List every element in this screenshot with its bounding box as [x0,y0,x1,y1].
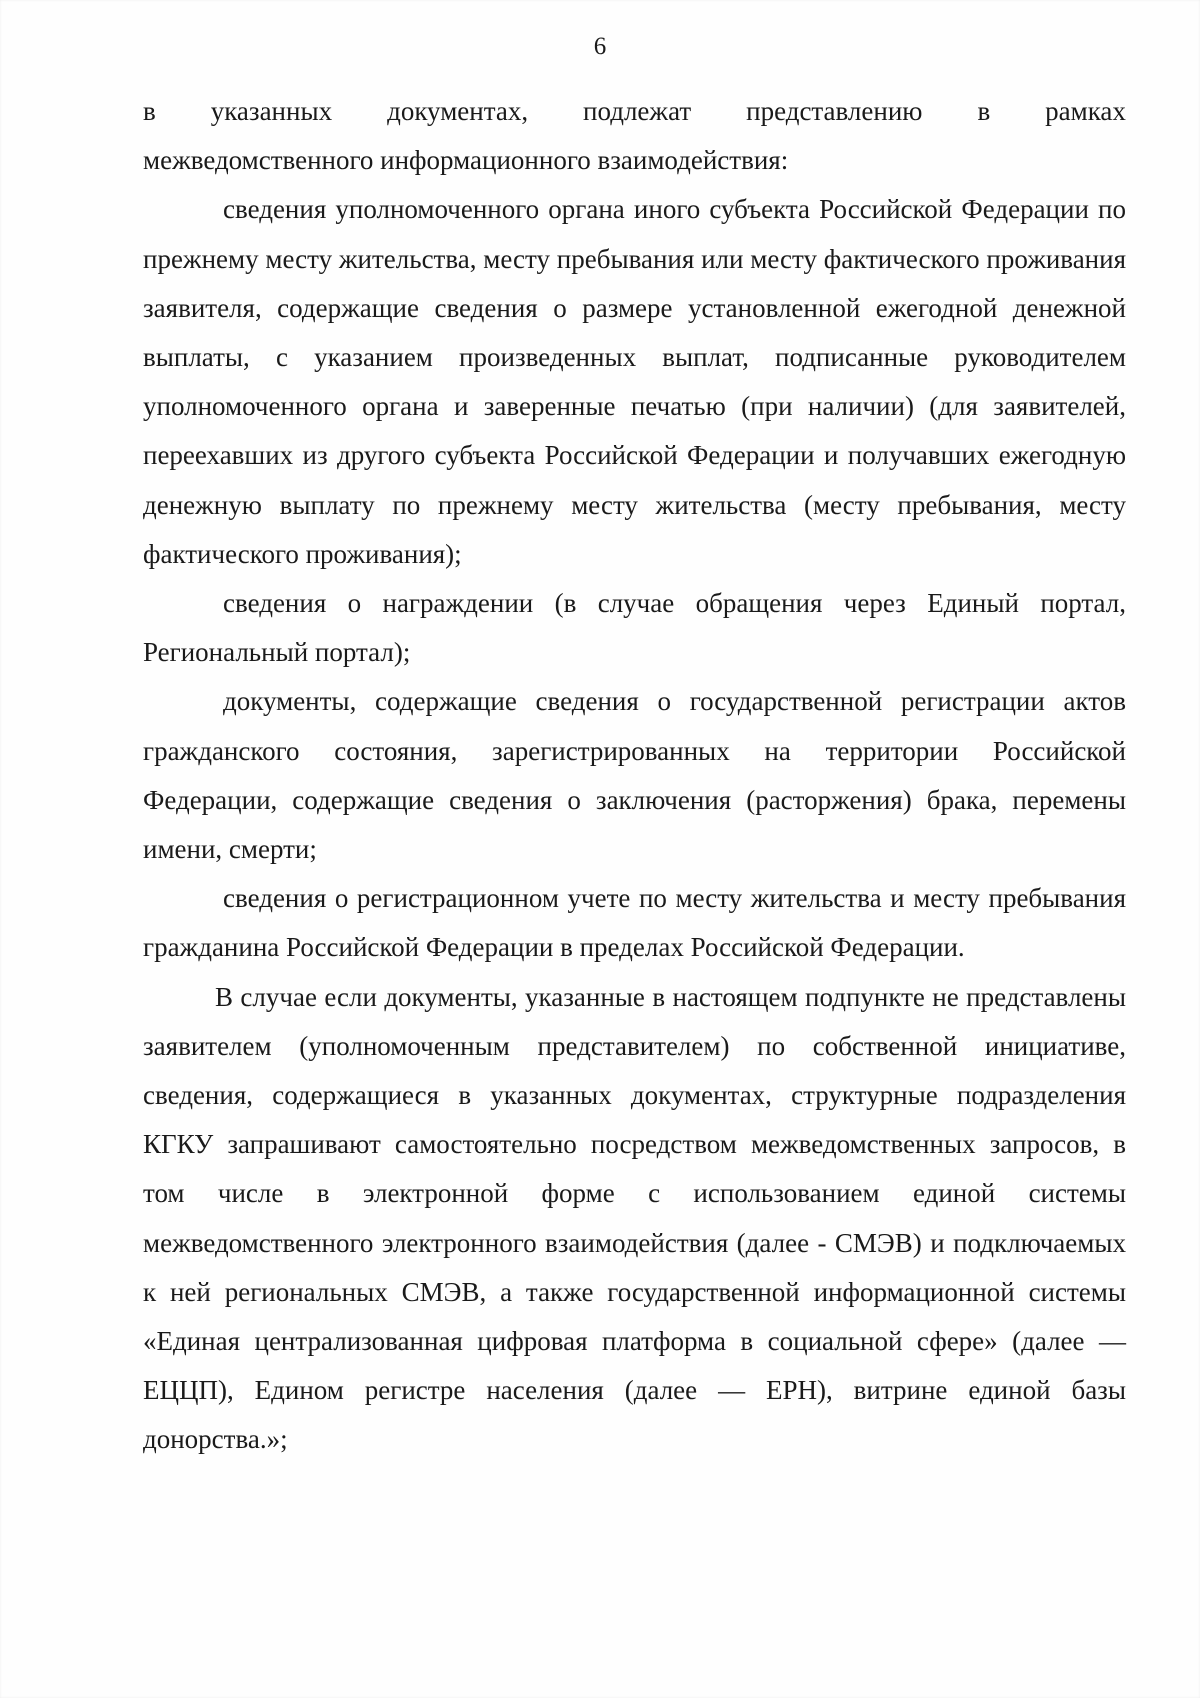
word: представлению [746,96,923,126]
continuation-line [143,87,1126,136]
word: в [977,96,991,126]
document-body [143,87,1126,1465]
paragraph-interagency-requests: В случае если документы, указанные в настоящем подпункте не представлены заявителем (уполномоченным представителем) по собственной инициативе, сведения, содержащиеся в указанных документах, структурные подразделения КГКУ запрашивают самостоятельно посредством межведомственных запросов, в том числе в электронной форме с использованием единой системы межведомственного электронного взаимодействия (далее - СМЭВ) и подключаемых к ней региональных СМЭВ, а также государственной информационной системы «Единая централизованная цифровая платформа в социальной сфере» (далее — ЕЦЦП), Едином регистре населения (далее — ЕРН), витрине единой базы донорства.»; [143,981,1126,1455]
word: документах, [387,96,529,126]
word: в [143,96,156,126]
paragraph-civil-registration: документы, содержащие сведения о государственной регистрации актов гражданского состояния, зарегистрированных на территории Российской Федерации, содержащие сведения о заключения (расторжения) брака, перемены имени, смерти; [143,686,1126,865]
word: подлежат [583,96,692,126]
paragraph-authority-info: сведения уполномоченного органа иного субъекта Российской Федерации по прежнему месту жительства, месту пребывания или месту фактического проживания заявителя, содержащие сведения о размере установленной ежегодной денежной выплаты, с указанием произведенных выплат, подписанные руководителем уполномоченного органа и заверенные печатью (при наличии) (для заявителей, переехавших из другого субъекта Российской Федерации и получавших ежегодную денежную выплату по прежнему месту жительства (месту пребывания, месту фактического проживания); [143,194,1126,569]
paragraph-continuation: межведомственного информационного взаимодействия: [143,145,789,176]
word: рамках [1045,96,1126,126]
paragraph-award-info: сведения о награждении (в случае обращения через Единый портал, Региональный портал); [143,588,1126,668]
word: указанных [210,96,333,126]
page-number: 6 [593,33,607,60]
paragraph-registration-record: сведения о регистрационном учете по месту жительства и месту пребывания гражданина Российской Федерации в пределах Российской Федерации. [143,883,1126,963]
